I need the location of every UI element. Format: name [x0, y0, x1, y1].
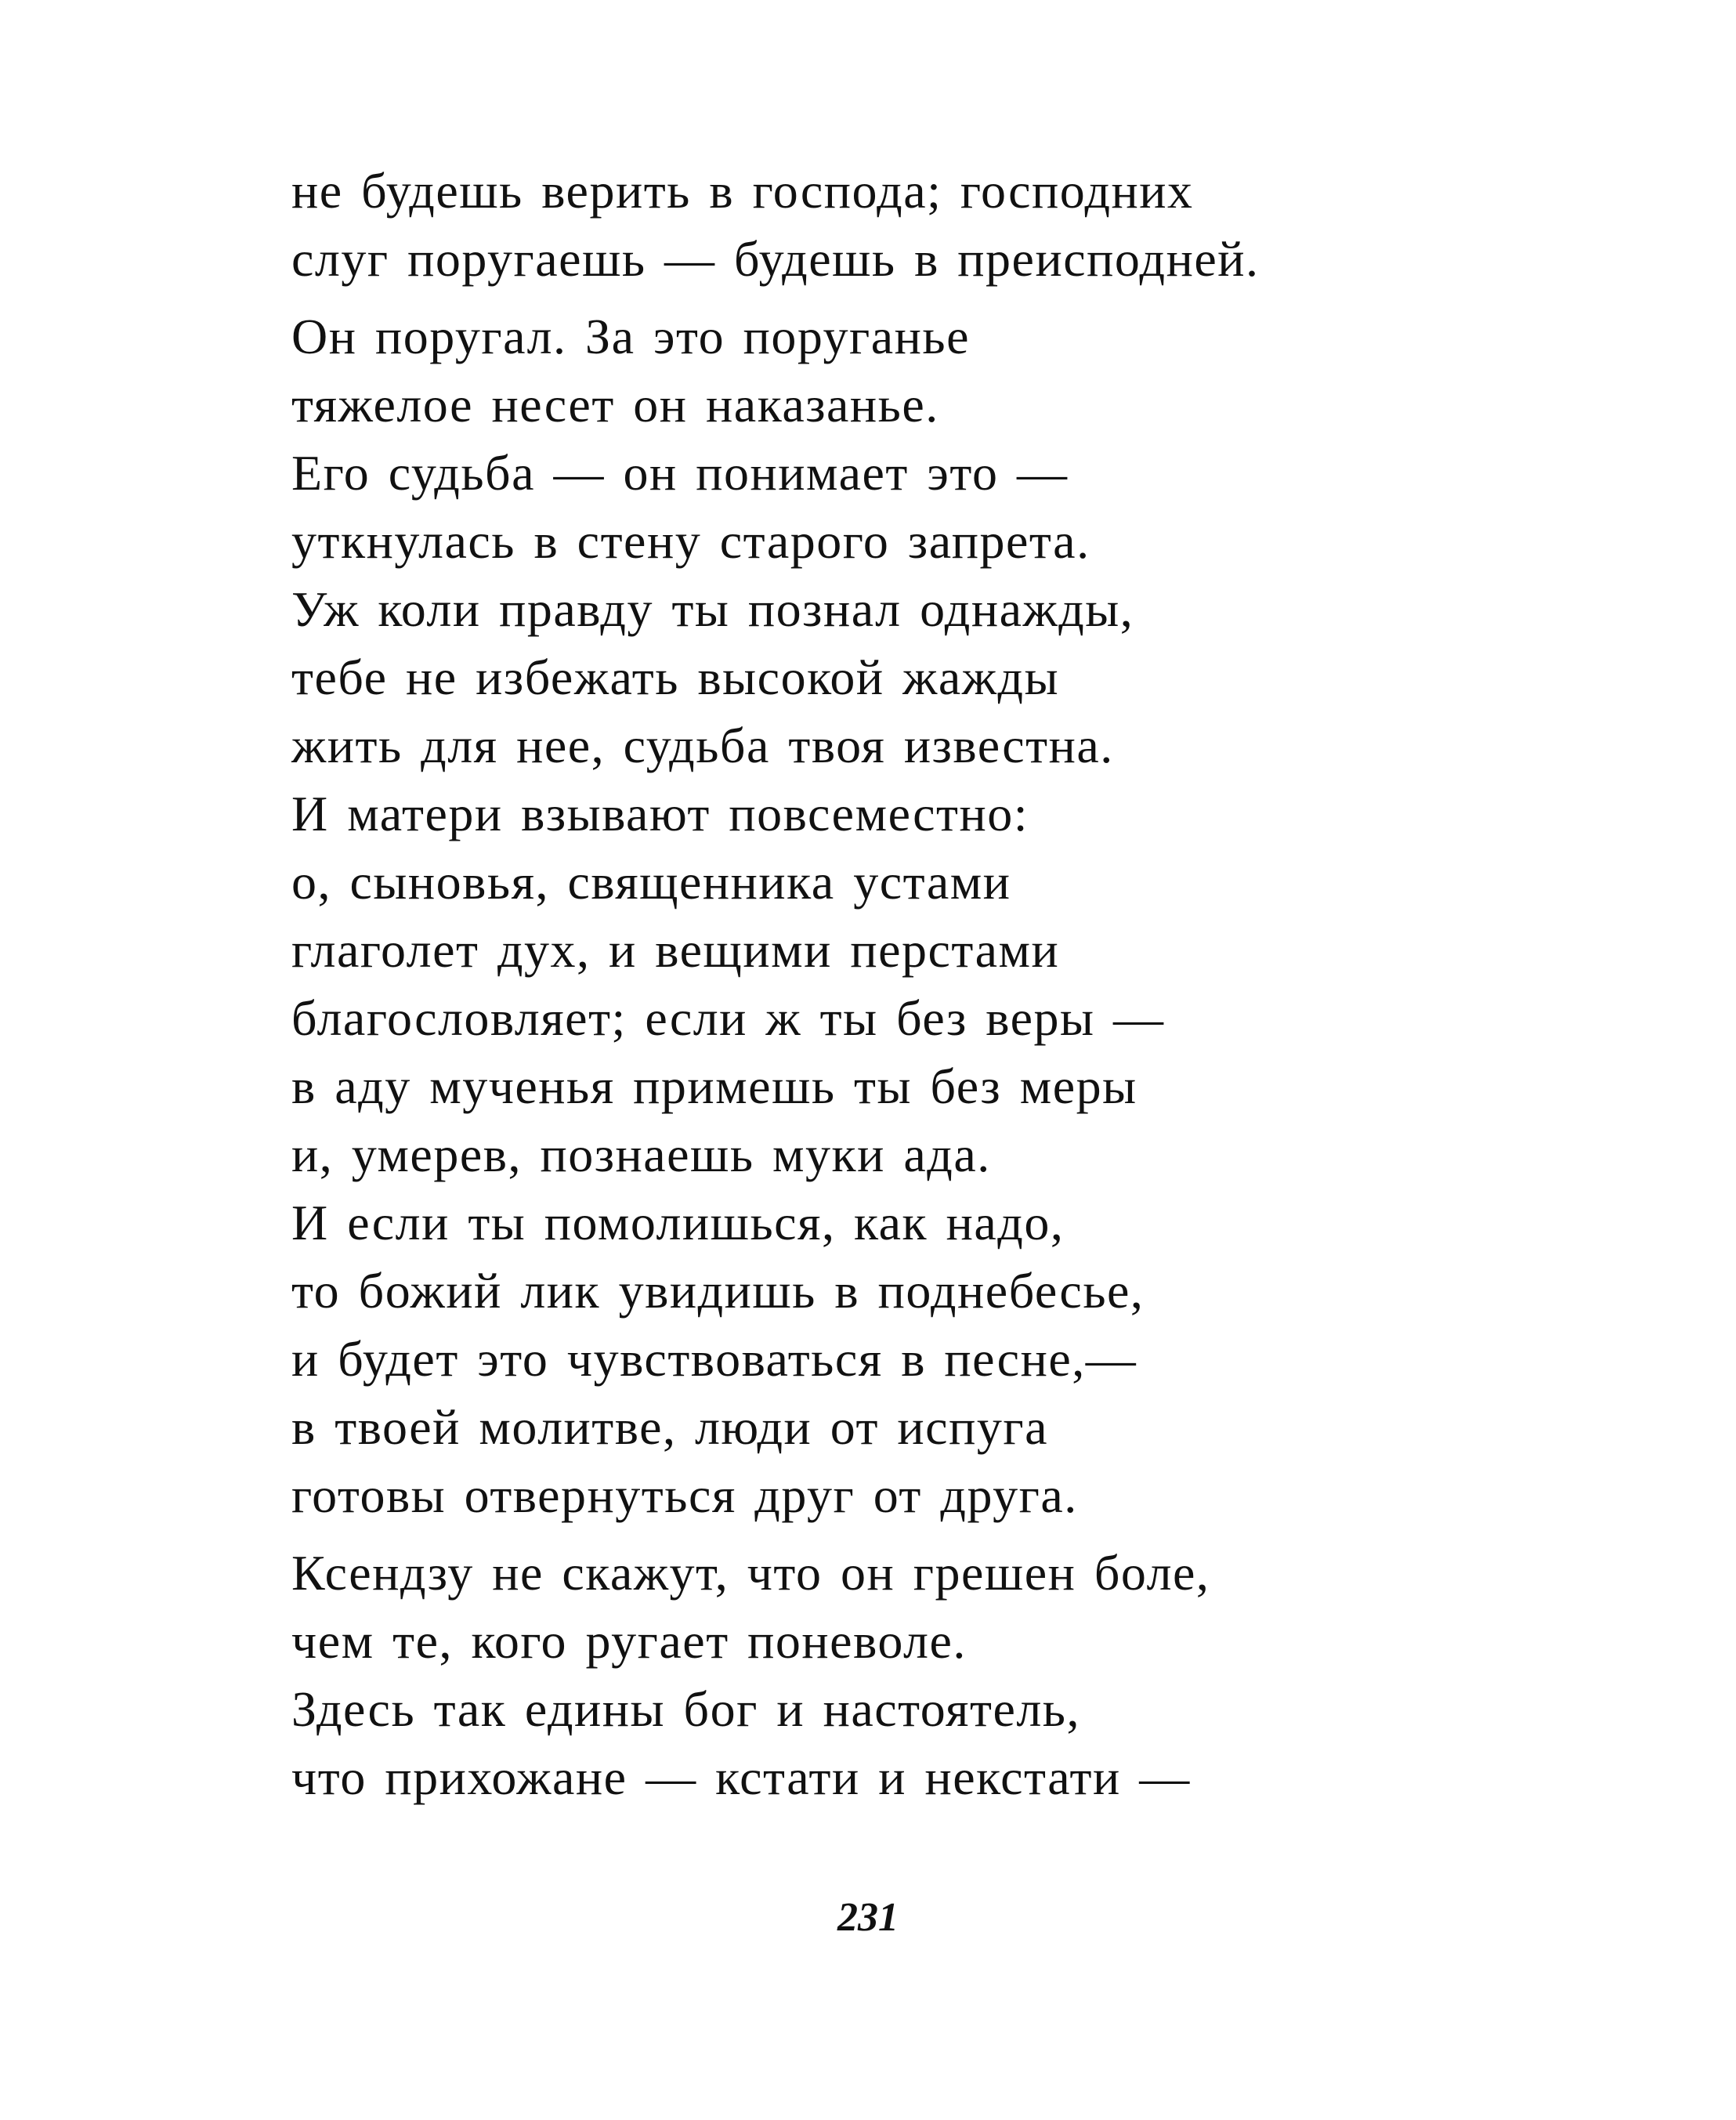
poem-line: Его судьба — он понимает это —	[291, 445, 1069, 501]
poem-line: и будет это чувствоваться в песне,—	[291, 1331, 1137, 1387]
poem-line: глаголет дух, и вещими перстами	[291, 922, 1060, 978]
poem-line: не будешь верить в господа; господних	[291, 163, 1194, 219]
poem-line: то божий лик увидишь в поднебесье,	[291, 1263, 1145, 1319]
poem-line: тяжелое несет он наказанье.	[291, 377, 939, 432]
poem-line: И матери взывают повсеместно:	[291, 786, 1029, 841]
poem-line: тебе не избежать высокой жажды	[291, 649, 1060, 705]
poem-line: что прихожане — кстати и некстати —	[291, 1749, 1191, 1805]
poem-line: благословляет; если ж ты без веры —	[291, 990, 1165, 1046]
poem-line: Здесь так едины бог и настоятель,	[291, 1681, 1080, 1737]
poem-line: о, сыновья, священника устами	[291, 854, 1011, 910]
poem-line: Он поругал. За это поруганье	[291, 309, 970, 364]
poem-line: Ксендзу не скажут, что он грешен боле,	[291, 1545, 1210, 1601]
poem-line: в аду мученья примешь ты без меры	[291, 1058, 1137, 1114]
poem-line: и, умерев, познаешь муки ада.	[291, 1127, 991, 1182]
poem-line: чем те, кого ругает поневоле.	[291, 1613, 967, 1669]
poem-text	[291, 157, 1545, 1811]
poem-line: И если ты помолишься, как надо,	[291, 1195, 1065, 1250]
poem-line: слуг поругаешь — будешь в преисподней.	[291, 231, 1260, 287]
stanza	[291, 157, 1545, 293]
poem-line: в твоей молитве, люди от испуга	[291, 1399, 1048, 1455]
poem-line: Уж коли правду ты познал однажды,	[291, 581, 1134, 637]
poem-line: готовы отвернуться друг от друга.	[291, 1467, 1078, 1523]
poem-line: уткнулась в стену старого запрета.	[291, 513, 1090, 569]
poem-line: жить для нее, судьба твоя известна.	[291, 718, 1114, 773]
page-number: 231	[837, 1895, 899, 1940]
stanza	[291, 1539, 1545, 1811]
stanza	[291, 302, 1545, 1529]
